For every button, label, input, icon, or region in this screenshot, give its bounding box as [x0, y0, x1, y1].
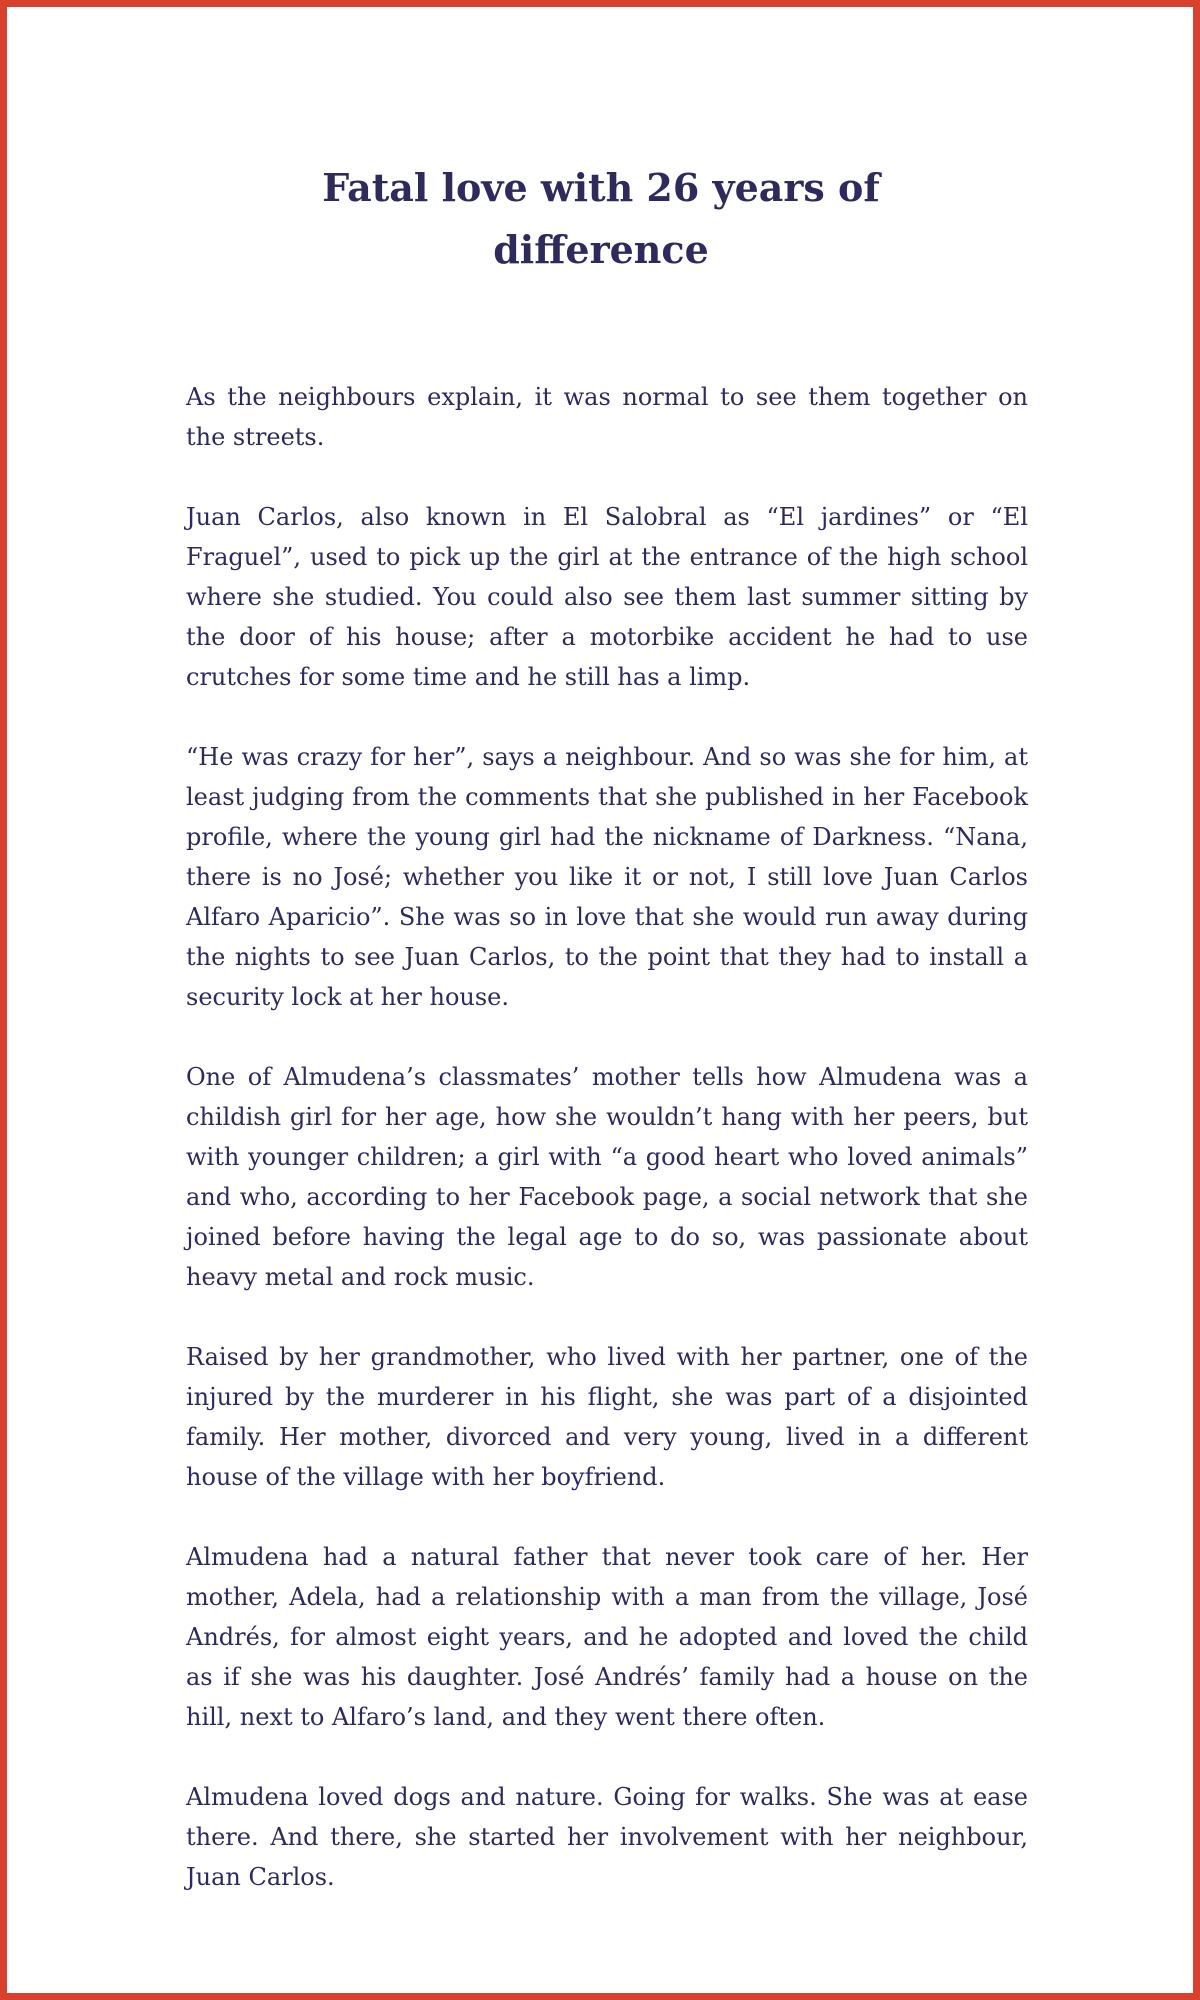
- article-body: [186, 377, 1028, 1897]
- paragraph-3: “He was crazy for her”, says a neighbour. And so was she for him, at least judging from the comments that she published in her Facebook profile, where the young girl had the nickname of Darkness. “Nana, there is no José; whether you like it or not, I still love Juan Carlos Alfaro Aparicio”. She was so in love that she would run away during the nights to see Juan Carlos, to the point that they had to install a security lock at her house.: [186, 743, 1028, 1011]
- paragraph-2: Juan Carlos, also known in El Salobral as “El jardines” or “El Fraguel”, used to pick up the girl at the entrance of the high school where she studied. You could also see them last summer sitting by the door of his house; after a motorbike accident he had to use crutches for some time and he still has a limp.: [186, 503, 1028, 691]
- paragraph-6: Almudena had a natural father that never took care of her. Her mother, Adela, had a relationship with a man from the village, José Andrés, for almost eight years, and he adopted and loved the child as if she was his daughter. José Andrés’ family had a house on the hill, next to Alfaro’s land, and they went there often.: [186, 1543, 1028, 1731]
- paragraph-4: One of Almudena’s classmates’ mother tells how Almudena was a childish girl for her age, how she wouldn’t hang with her peers, but with younger children; a girl with “a good heart who loved animals” and who, according to her Facebook page, a social network that she joined before having the legal age to do so, was passionate about heavy metal and rock music.: [186, 1063, 1028, 1291]
- paragraph-7: Almudena loved dogs and nature. Going for walks. She was at ease there. And there, she started her involvement with her neighbour, Juan Carlos.: [186, 1783, 1028, 1891]
- paragraph-5: Raised by her grandmother, who lived with her partner, one of the injured by the murderer in his flight, she was part of a disjointed family. Her mother, divorced and very young, lived in a different house of the village with her boyfriend.: [186, 1343, 1028, 1491]
- paragraph-1: As the neighbours explain, it was normal to see them together on the streets.: [186, 383, 1028, 451]
- article-title: Fatal love with 26 years of difference: [322, 165, 880, 272]
